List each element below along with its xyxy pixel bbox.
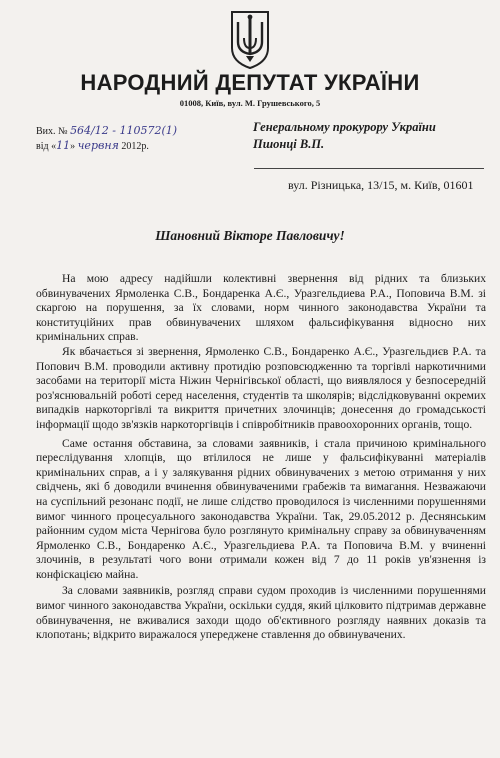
- date-year: 2012р.: [121, 141, 149, 152]
- recipient-name: Пшонці В.П.: [253, 137, 325, 151]
- recipient-title: Генеральному прокурору України: [253, 120, 436, 134]
- greeting: Шановний Вікторе Павловичу!: [155, 228, 345, 243]
- paragraph: Саме остання обставина, за словами заявників, і стала причиною кримінального переслідування хлопців, що втілилося не лише у фальсифікуванні матеріалів кримінальних справ, а і у залякування рідних обвинувачених з метою отримання у них свідчень, які б доводили вчинення обвинуваченими грабежів та вимагання. Незважаючи на суспільний резонанс події, не лише слідство проводилося із численними порушеннями вимог чинного процесуального законодавства України. Так, 29.05.2012 р. Деснянським районним судом міста Чернігова було розглянуто кримінальну справу за обвинуваченням Ярмоленко С.В., Бондаренко А.Є., Уразгельдиева Р.А. та Поповича В.М. у вчиненні злочинів, в результаті чого вони отримали кожен від 7 до 11 років ув'язнення із конфіскацією майна.: [36, 436, 486, 581]
- sender-address: 01008, Київ, вул. М. Грушевського, 5: [179, 98, 321, 108]
- paragraph: Як вбачається зі звернення, Ярмоленко С.В., Бондаренко А.Є., Уразгельдиєв Р.А. та Попович В.М. проводили активну протидію розповсюдженню та торгівлі наркотичними засобами на території міста Ніжин Чернігівської області, що виявлялося у безпосередній роз'яснювальній роботі серед населення, студентів та школярів; відслідковуванні окремих випадків наркоторгівлі та викриття причетних злочинців; донесення до громадськості інформації щодо зв'язків наркоторгівців і співробітників правоохоронних органів, тощо.: [36, 344, 486, 431]
- document-title: НАРОДНИЙ ДЕПУТАТ УКРАЇНИ: [80, 70, 420, 95]
- outgoing-date-line: [36, 139, 149, 152]
- paragraph: На мою адресу надійшли колективні звернення від рідних та близьких обвинувачених Ярмоленка С.В., Бондаренка А.Є., Уразгельдиева Р.А., Поповича В.М. зі скаргою на порушення, за їх словами, норм чинного законодавства України та конституційних прав обвинувачених шляхом фальсифікування відносно них кримінальних справ.: [36, 272, 486, 344]
- paragraph: За словами заявників, розгляд справи судом проходив із численними порушеннями вимог чинного законодавства України, оскільки суддя, який цілковито підтримав державне обвинувачення, не вживалися заходи щодо об'єктивного розгляду наявних доказів та клопотань; відкрито виражалося упереджене ставлення до обвинувачених.: [36, 584, 486, 642]
- outgoing-number: 564/12 - 110572(1): [70, 124, 178, 137]
- date-prefix: від «: [36, 141, 57, 152]
- date-separator: »: [70, 141, 76, 152]
- outgoing-number-line: [36, 124, 177, 137]
- date-month: червня: [77, 139, 119, 152]
- recipient-block: [253, 119, 436, 153]
- coat-of-arms-icon: [228, 8, 272, 70]
- recipient-divider: [254, 168, 484, 169]
- recipient-address: вул. Різницька, 13/15, м. Київ, 01601: [288, 178, 474, 192]
- outgoing-prefix: Вих. №: [36, 126, 68, 137]
- date-day: 11: [56, 139, 71, 152]
- body-text: [36, 272, 486, 643]
